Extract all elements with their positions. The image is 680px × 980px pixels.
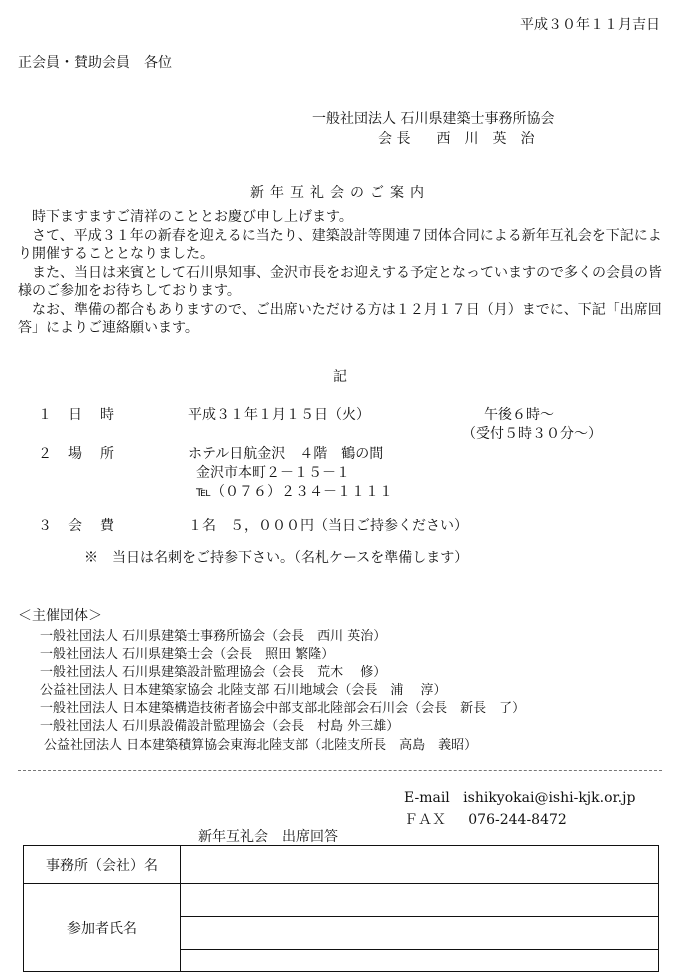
detail-date-label: 日 時 — [68, 407, 116, 423]
body-paragraph: さて、平成３１年の新春を迎えるに当たり、建築設計等関連７団体合同による新年互礼会を下記により開催することとなりました。 — [18, 227, 662, 262]
detail-date-number: １ — [38, 407, 52, 423]
detail-time: 午後６時～ — [484, 407, 554, 423]
sender-name: 西 川 英 治 — [436, 131, 535, 147]
host-organization: 一般社団法人 石川県建築士会（会長 照田 繁隆） — [40, 647, 335, 662]
fax-number: 076-244-8472 — [468, 812, 567, 828]
sender-title: 会 長 — [378, 131, 411, 147]
attendee-name-label: 参加者氏名 — [24, 884, 181, 972]
host-organization: 一般社団法人 日本建築構造技術者協会中部支部北陸部会石川会（会長 新長 了） — [40, 701, 526, 716]
cut-line-divider — [18, 770, 662, 771]
detail-reception-time: （受付５時３０分～） — [462, 426, 602, 442]
host-organization: 公益社団法人 日本建築家協会 北陸支部 石川地域会（会長 浦 淳） — [40, 683, 447, 698]
detail-venue: ホテル日航金沢 ４階 鶴の間 — [188, 446, 384, 462]
reply-form-title: 新年互礼会 出席回答 — [198, 829, 338, 845]
detail-fee-value: １名 ５，０００円（当日ご持参ください） — [188, 518, 468, 534]
contact-fax — [404, 809, 567, 829]
email-label: E-mail — [404, 790, 450, 806]
hosts-heading: ＜主催団体＞ — [18, 608, 102, 624]
detail-place-number: ２ — [38, 446, 52, 462]
body-text — [18, 208, 668, 338]
host-organization: 一般社団法人 石川県建築設計監理協会（会長 荒木 修） — [40, 665, 387, 680]
detail-date-value: 平成３１年１月１５日（火） — [188, 407, 370, 423]
body-paragraph: なお、準備の都合もありますので、ご出席いただける方は１２月１７日（月）までに、下記「出席回答」によりご連絡願います。 — [18, 301, 662, 336]
business-card-note: ※ 当日は名刺をご持参下さい。（名札ケースを準備します） — [84, 550, 469, 566]
attendee-name-field[interactable] — [181, 950, 659, 972]
detail-tel: ℡（０７６）２３４－１１１１ — [196, 484, 394, 500]
issue-date: 平成３０年１１月吉日 — [520, 17, 660, 33]
document-title: 新年互礼会のご案内 — [250, 185, 430, 201]
sender-organization: 一般社団法人 石川県建築士事務所協会 — [312, 111, 555, 127]
ki-heading: 記 — [333, 369, 347, 385]
detail-place-label: 場 所 — [68, 446, 116, 462]
body-paragraph: また、当日は来賓として石川県知事、金沢市長をお迎えする予定となっていますので多くの会員の皆様のご参加をお待ちしております。 — [18, 264, 662, 299]
office-name-field[interactable] — [181, 846, 659, 884]
host-organization: 公益社団法人 日本建築積算協会東海北陸支部（北陸支所長 高島 義昭） — [44, 738, 478, 753]
body-paragraph: 時下ますますご清祥のこととお慶び申し上げます。 — [18, 209, 353, 225]
attendee-name-field[interactable] — [181, 917, 659, 950]
fax-label: ＦＡＸ — [404, 812, 446, 828]
detail-fee-number: ３ — [38, 518, 52, 534]
email-address[interactable]: ishikyokai@ishi-kjk.or.jp — [463, 790, 636, 806]
detail-address: 金沢市本町２－１５－１ — [196, 465, 350, 481]
contact-email — [404, 790, 635, 806]
addressee: 正会員・賛助会員 各位 — [18, 55, 172, 71]
detail-fee-label: 会 費 — [68, 518, 116, 534]
attendee-name-field[interactable] — [181, 884, 659, 917]
office-name-label: 事務所（会社）名 — [24, 846, 181, 884]
sender-president — [378, 128, 534, 148]
host-organization: 一般社団法人 石川県建築士事務所協会（会長 西川 英治） — [40, 629, 387, 644]
host-organization: 一般社団法人 石川県設備設計監理協会（会長 村島 外三雄） — [40, 719, 400, 734]
reply-form-table — [23, 845, 659, 972]
